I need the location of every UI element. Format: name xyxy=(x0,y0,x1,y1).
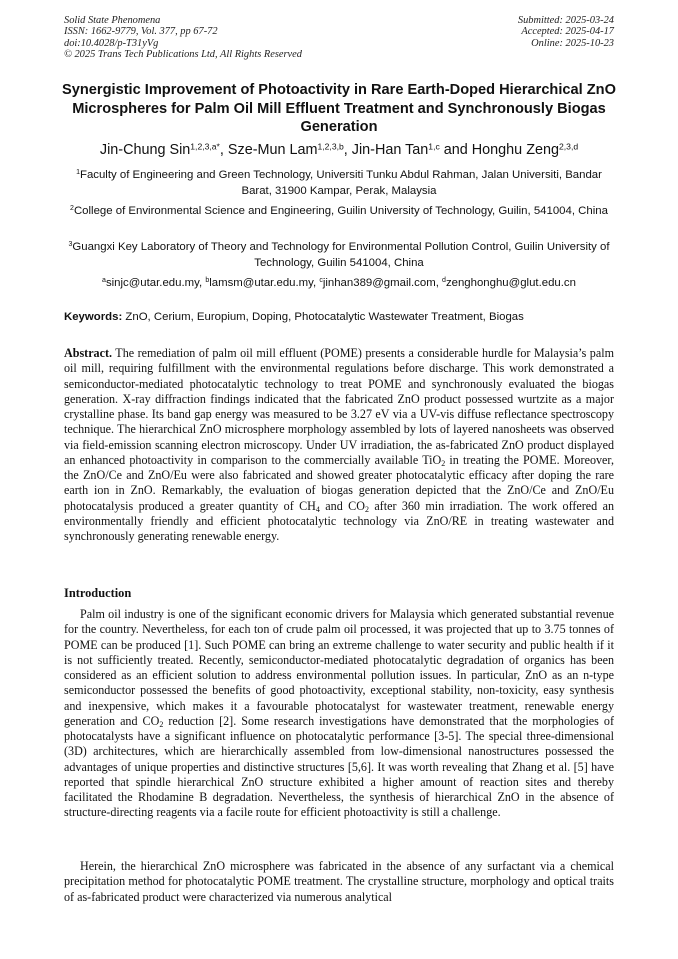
email-sup: d xyxy=(442,277,446,285)
subscript: 2 xyxy=(364,504,369,514)
affiliation-text: Guangxi Key Laboratory of Theory and Technology for Environmental Pollution Control, Guilin University of Technology, Guilin 541004, China xyxy=(72,241,610,269)
author-sup: 1,c xyxy=(428,141,440,152)
abstract-text: in treating the POME. Moreover, the ZnO/Ce and ZnO/Eu were also fabricated and showed greater photocatalytic efficacy after doping the rare earth ion in ZnO. Remarkably, the evaluation of biogas generation depicted that the ZnO/Ce and ZnO/Eu photocatalysis produced a greater quantity of CH xyxy=(64,452,614,513)
journal-issn: ISSN: 1662-9779, Vol. 377, pp 67-72 xyxy=(64,26,218,38)
email-sup: a xyxy=(102,277,106,285)
introduction-paragraph-1 xyxy=(64,607,614,821)
keywords-label: Keywords: xyxy=(64,311,123,323)
affiliation-3 xyxy=(60,239,618,271)
author-name: Jin-Chung Sin xyxy=(99,142,191,158)
author-name: Jin-Han Tan xyxy=(351,142,429,158)
abstract-label: Abstract. xyxy=(64,346,113,360)
subscript: 4 xyxy=(315,504,320,514)
email-link[interactable]: lamsm@utar.edu.my, xyxy=(209,277,320,289)
author-list xyxy=(40,140,638,160)
author-name: Honghu Zeng xyxy=(471,142,559,158)
affiliation-text: College of Environmental Science and Engineering, Guilin University of Technology, Guilin, 541004, China xyxy=(73,205,608,217)
affiliation-text: Faculty of Engineering and Green Technology, Universiti Tunku Abdul Rahman, Jalan Universiti, Bandar Barat, 31900 Kampar, Perak, Malaysia xyxy=(79,169,602,197)
affiliation-sup: 3 xyxy=(68,241,73,249)
email-link[interactable]: zenghonghu@glut.edu.cn xyxy=(445,277,576,289)
author-sup: 1,2,3,b xyxy=(317,141,344,152)
email-sup: c xyxy=(319,277,323,285)
online-date: Online: 2025-10-23 xyxy=(531,37,614,49)
affiliation-sup: 1 xyxy=(76,169,80,177)
subscript: 2 xyxy=(441,458,446,468)
keywords-text: ZnO, Cerium, Europium, Doping, Photocatalytic Wastewater Treatment, Biogas xyxy=(122,311,524,323)
abstract-text: and CO xyxy=(319,498,365,513)
introduction-heading: Introduction xyxy=(64,586,132,600)
author-sep: and xyxy=(439,142,472,158)
author-emails xyxy=(40,275,638,291)
abstract xyxy=(64,346,614,544)
paragraph-text: Herein, the hierarchical ZnO microsphere was fabricated in the absence of any surfactant via a chemical precipitation method for photocatalytic POME treatment. The crystalline structure, morphology and optical traits of as-fabricated product were characterized via numerous analytical xyxy=(64,859,614,904)
affiliation-2 xyxy=(60,203,618,219)
keywords xyxy=(64,309,616,325)
introduction-paragraph-2 xyxy=(64,859,614,905)
author-name: Sze-Mun Lam xyxy=(227,142,318,158)
abstract-text: The remediation of palm oil mill effluent (POME) presents a considerable hurdle for Malaysia’s palm oil mill, requiring fulfillment with the environmental regulations before discharge. This work demonstrated a semiconductor-mediated photocatalytic technology to treat POME and synchronously evaluated the biogas generation. X-ray diffraction findings indicated that the fabricated ZnO product possessed wurtzite as a major crystalline phase. Its band gap energy was measured to be 3.27 eV via a UV-vis diffuse reflectance spectroscopy technique. The hierarchical ZnO microsphere morphology assembled by lots of layered nanosheets was observed via field-emission scanning electron microscopy. Under UV irradiation, the as-fabricated ZnO product displayed an enhanced photoactivity in comparison to the commercially available TiO xyxy=(64,346,614,467)
paragraph-text: reduction [2]. Some research investigations have demonstrated that the morphologies of photocatalysts have a significant influence on photocatalytic performance [3-5]. The special three-dimensional (3D) architectures, which are hierarchically assembled from low-dimensional nanostructures possessed the advantages of unique properties and distinctive structures [5,6]. It was worth revealing that Zhang et al. [5] have reported that spindle hierarchical ZnO structure exhibited a higher amount of reaction sites and thereby facilitated the Rhodamine B degradation. Nevertheless, the synthesis of hierarchical ZnO in the absence of structure-directing reagents via a facile route for efficient photoactivity is still a challenge. xyxy=(64,713,614,820)
affiliation-1 xyxy=(60,167,618,199)
email-link[interactable]: jinhan389@gmail.com, xyxy=(322,277,443,289)
copyright: © 2025 Trans Tech Publications Ltd, All Rights Reserved xyxy=(64,49,302,61)
publication-dates xyxy=(518,15,614,49)
email-sup: b xyxy=(205,277,210,285)
subscript: 2 xyxy=(159,719,164,729)
submitted-date: Submitted: 2025-03-24 xyxy=(517,15,614,26)
author-sup: 2,3,d xyxy=(559,141,579,152)
journal-name: Solid State Phenomena xyxy=(64,15,161,26)
journal-doi[interactable]: doi:10.4028/p-T31yVg xyxy=(64,37,159,49)
author-sep: , xyxy=(219,142,228,158)
author-sup: 1,2,3,a* xyxy=(190,141,220,152)
paper-title: Synergistic Improvement of Photoactivity in Rare Earth-Doped Hierarchical ZnO Microspheres for Palm Oil Mill Effluent Treatment and Synchronously Biogas Generation xyxy=(62,82,616,135)
journal-info xyxy=(64,15,302,61)
accepted-date: Accepted: 2025-04-17 xyxy=(521,26,614,38)
email-link[interactable]: sinjc@utar.edu.my, xyxy=(105,277,206,289)
abstract-text: after 360 min irradiation. The work offered an environmentally friendly and efficient photocatalytic technology via ZnO/RE in treating wastewater and synchronously generating renewable energy. xyxy=(64,498,615,543)
paragraph-text: Palm oil industry is one of the significant economic drivers for Malaysia which generated substantial revenue for the country. Nevertheless, for each ton of crude palm oil processed, it was projected that up to 3.75 tonnes of POME can be produced [1]. Such POME can bring an extreme challenge to water security and public health if it is not sufficiently treated. Recently, semiconductor-mediated photocatalytic degradation of organics has been considered as an efficient solution to address environmental pollution issues. In particular, ZnO as an n-type semiconductor possessed the benefits of good photoactivity, exceptional stability, non-toxicity, easy synthesis and inexpensive, which makes it a favourable photocatalyst for wastewater treatment, renewable energy generation and CO xyxy=(64,607,614,728)
affiliation-sup: 2 xyxy=(70,205,74,213)
author-sep: , xyxy=(343,142,352,158)
